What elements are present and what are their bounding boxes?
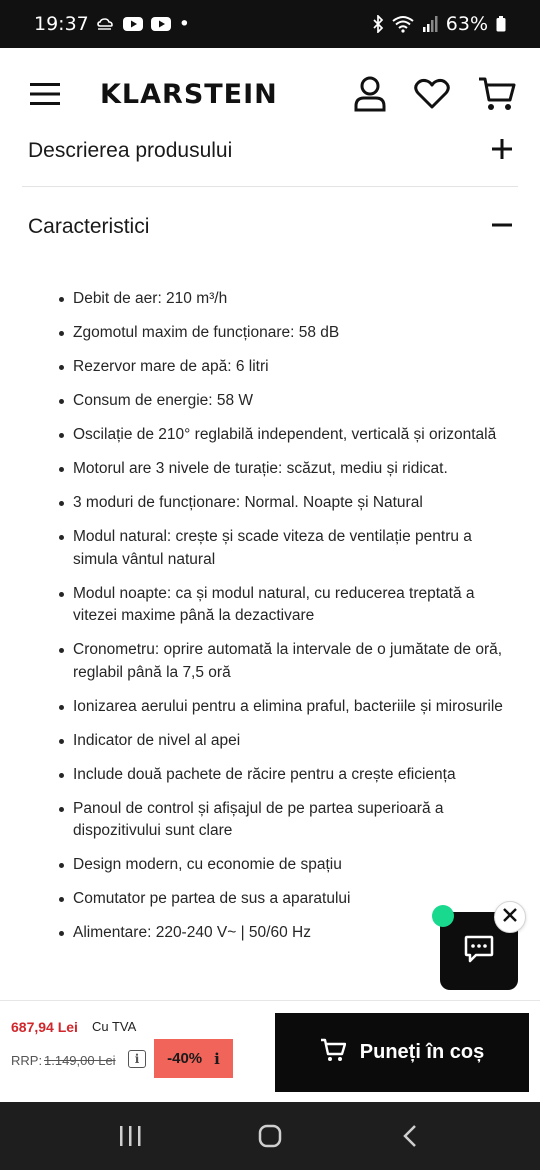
back-button[interactable] (380, 1111, 440, 1161)
rrp-label: RRP: (11, 1053, 43, 1068)
feature-item: 3 moduri de funcționare: Normal. Noapte și Natural (0, 492, 540, 515)
feature-item: Rezervor mare de apă: 6 litri (0, 356, 540, 379)
features-list (0, 288, 540, 956)
chat-close-button[interactable] (494, 901, 526, 933)
discount-info-icon: i (214, 1049, 220, 1068)
feature-item: Modul natural: crește și scade viteza de ventilație pentru a simula vântul natural (0, 526, 540, 571)
brand-logo[interactable]: KLARSTEIN (100, 78, 278, 110)
feature-item: Modul noapte: ca și modul natural, cu reducerea treptată a vitezei maxime până la dezactivare (0, 583, 540, 628)
menu-icon[interactable] (30, 82, 60, 106)
chat-icon (464, 935, 494, 968)
feature-item: Indicator de nivel al apei (0, 730, 540, 753)
discount-value: -40% (167, 1050, 203, 1067)
section-description-header[interactable] (22, 136, 518, 166)
chat-online-indicator (432, 905, 454, 927)
feature-item: Alimentare: 220-240 V~ | 50/60 Hz (0, 922, 540, 945)
rrp-value: 1.149,00 Lei (44, 1053, 116, 1068)
feature-item: Zgomotul maxim de funcționare: 58 dB (0, 322, 540, 345)
home-button[interactable] (240, 1111, 300, 1161)
recent-apps-button[interactable] (100, 1111, 160, 1161)
weather-icon (97, 17, 115, 31)
collapse-icon[interactable] (492, 215, 512, 240)
youtube-icon (151, 17, 171, 31)
site-header (0, 48, 540, 140)
rrp-info-icon[interactable]: i (128, 1050, 146, 1068)
expand-icon[interactable] (492, 139, 512, 164)
feature-item: Include două pachete de răcire pentru a crește eficiența (0, 764, 540, 787)
wifi-icon (392, 15, 414, 33)
signal-icon (422, 16, 438, 32)
feature-item: Motorul are 3 nivele de turație: scăzut, mediu și ridicat. (0, 458, 540, 481)
feature-item: Design modern, cu economie de spațiu (0, 854, 540, 877)
feature-item: Consum de energie: 58 W (0, 390, 540, 413)
cart-icon (320, 1038, 346, 1068)
cart-icon[interactable] (478, 76, 516, 112)
clock: 19:37 (34, 13, 89, 35)
notification-dot: • (178, 13, 190, 35)
system-nav-bar (0, 1102, 540, 1170)
discount-badge[interactable] (154, 1039, 233, 1078)
section-features-header[interactable] (22, 212, 518, 242)
feature-item: Debit de aer: 210 m³/h (0, 288, 540, 311)
buy-bar (0, 1000, 540, 1102)
youtube-icon (123, 17, 143, 31)
section-description-title: Descrierea produsului (28, 139, 233, 162)
battery-icon (496, 16, 506, 32)
feature-item: Ionizarea aerului pentru a elimina praful, bacteriile și mirosurile (0, 696, 540, 719)
status-bar (0, 0, 540, 48)
add-to-cart-button[interactable] (275, 1013, 529, 1092)
vat-label: Cu TVA (92, 1019, 137, 1034)
divider (22, 186, 518, 187)
heart-icon[interactable] (414, 78, 450, 110)
bluetooth-icon (372, 15, 384, 33)
close-icon (503, 908, 517, 927)
current-price: 687,94 Lei (11, 1019, 78, 1035)
feature-item: Comutator pe partea de sus a aparatului (0, 888, 540, 911)
feature-item: Panoul de control și afișajul de pe partea superioară a dispozitivului sunt clare (0, 798, 540, 843)
add-to-cart-label: Puneți în coș (359, 1041, 485, 1063)
feature-item: Cronometru: oprire automată la intervale de o jumătate de oră, reglabil până la 7,5 oră (0, 639, 540, 684)
user-icon[interactable] (354, 76, 386, 112)
battery-level: 63% (445, 13, 488, 35)
feature-item: Oscilație de 210° reglabilă independent, verticală și orizontală (0, 424, 540, 447)
section-features-title: Caracteristici (28, 215, 150, 238)
